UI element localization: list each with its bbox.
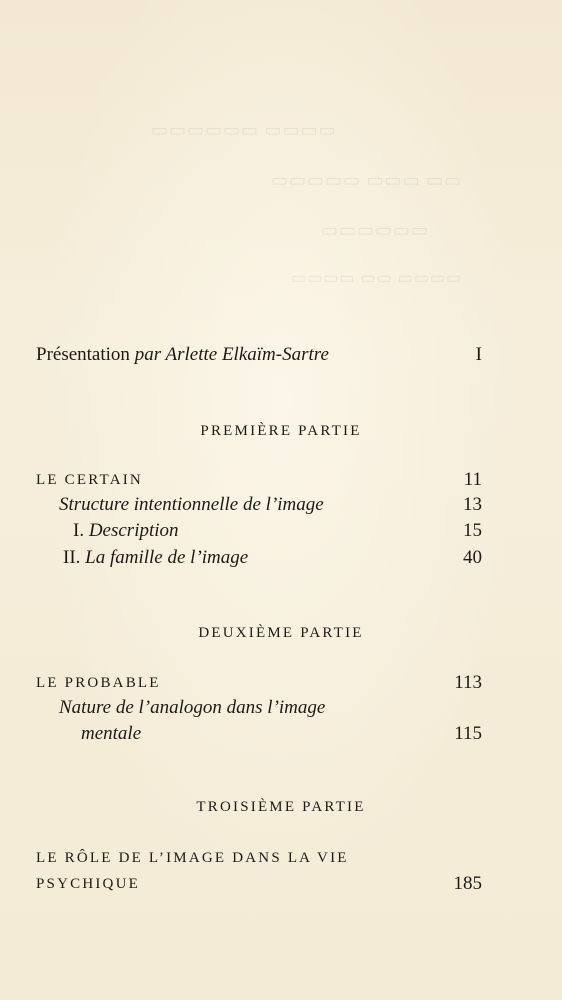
part-heading-2: DEUXIÈME PARTIE	[198, 625, 364, 641]
presentation-label: Présentation	[36, 344, 130, 365]
toc-section-le-probable-page: 113	[454, 672, 482, 693]
show-through-decoration: ▭▭▭▭ ▭▭ ▭▭▭▭	[290, 270, 462, 287]
toc-section-le-certain-page: 11	[463, 469, 482, 490]
toc-presentation-page: I	[475, 344, 482, 365]
toc-section-le-probable: LE PROBABLE	[36, 675, 161, 691]
toc-section-role-page: 185	[453, 873, 482, 894]
toc-sub-description-page: 15	[463, 520, 482, 541]
toc-chapter-structure-page: 13	[463, 494, 482, 515]
toc-sub-famille	[63, 547, 482, 569]
sub-title: Description	[88, 520, 179, 541]
show-through-decoration: ▭▭ ▭▭▭ ▭▭▭▭▭	[270, 170, 462, 190]
toc-section-le-certain: LE CERTAIN	[36, 472, 143, 488]
toc-sub-famille-page: 40	[463, 547, 482, 568]
toc-chapter-nature-line1: Nature de l’analogon dans l’image	[59, 697, 326, 718]
sub-number: II.	[63, 547, 81, 568]
sub-title: La famille de l’image	[85, 547, 249, 568]
toc-chapter-nature-page: 115	[454, 723, 482, 744]
presentation-author: par Arlette Elkaïm-Sartre	[134, 344, 329, 365]
show-through-decoration: ▭▭▭▭▭▭	[320, 220, 429, 240]
sub-number: I.	[73, 520, 85, 541]
toc-chapter-structure: Structure intentionnelle de l’image	[59, 494, 324, 515]
toc-section-role-line2: PSYCHIQUE	[36, 876, 140, 892]
toc-sub-description	[73, 520, 482, 542]
show-through-decoration: ▭▭▭▭ ▭▭▭▭▭▭	[150, 120, 336, 140]
part-heading-3: TROISIÈME PARTIE	[196, 799, 366, 815]
toc-presentation	[36, 344, 482, 366]
toc-chapter-nature-line2: mentale	[81, 723, 142, 744]
toc-section-role-line1: LE RÔLE DE L’IMAGE DANS LA VIE	[36, 850, 349, 866]
part-heading-1: PREMIÈRE PARTIE	[200, 423, 362, 439]
